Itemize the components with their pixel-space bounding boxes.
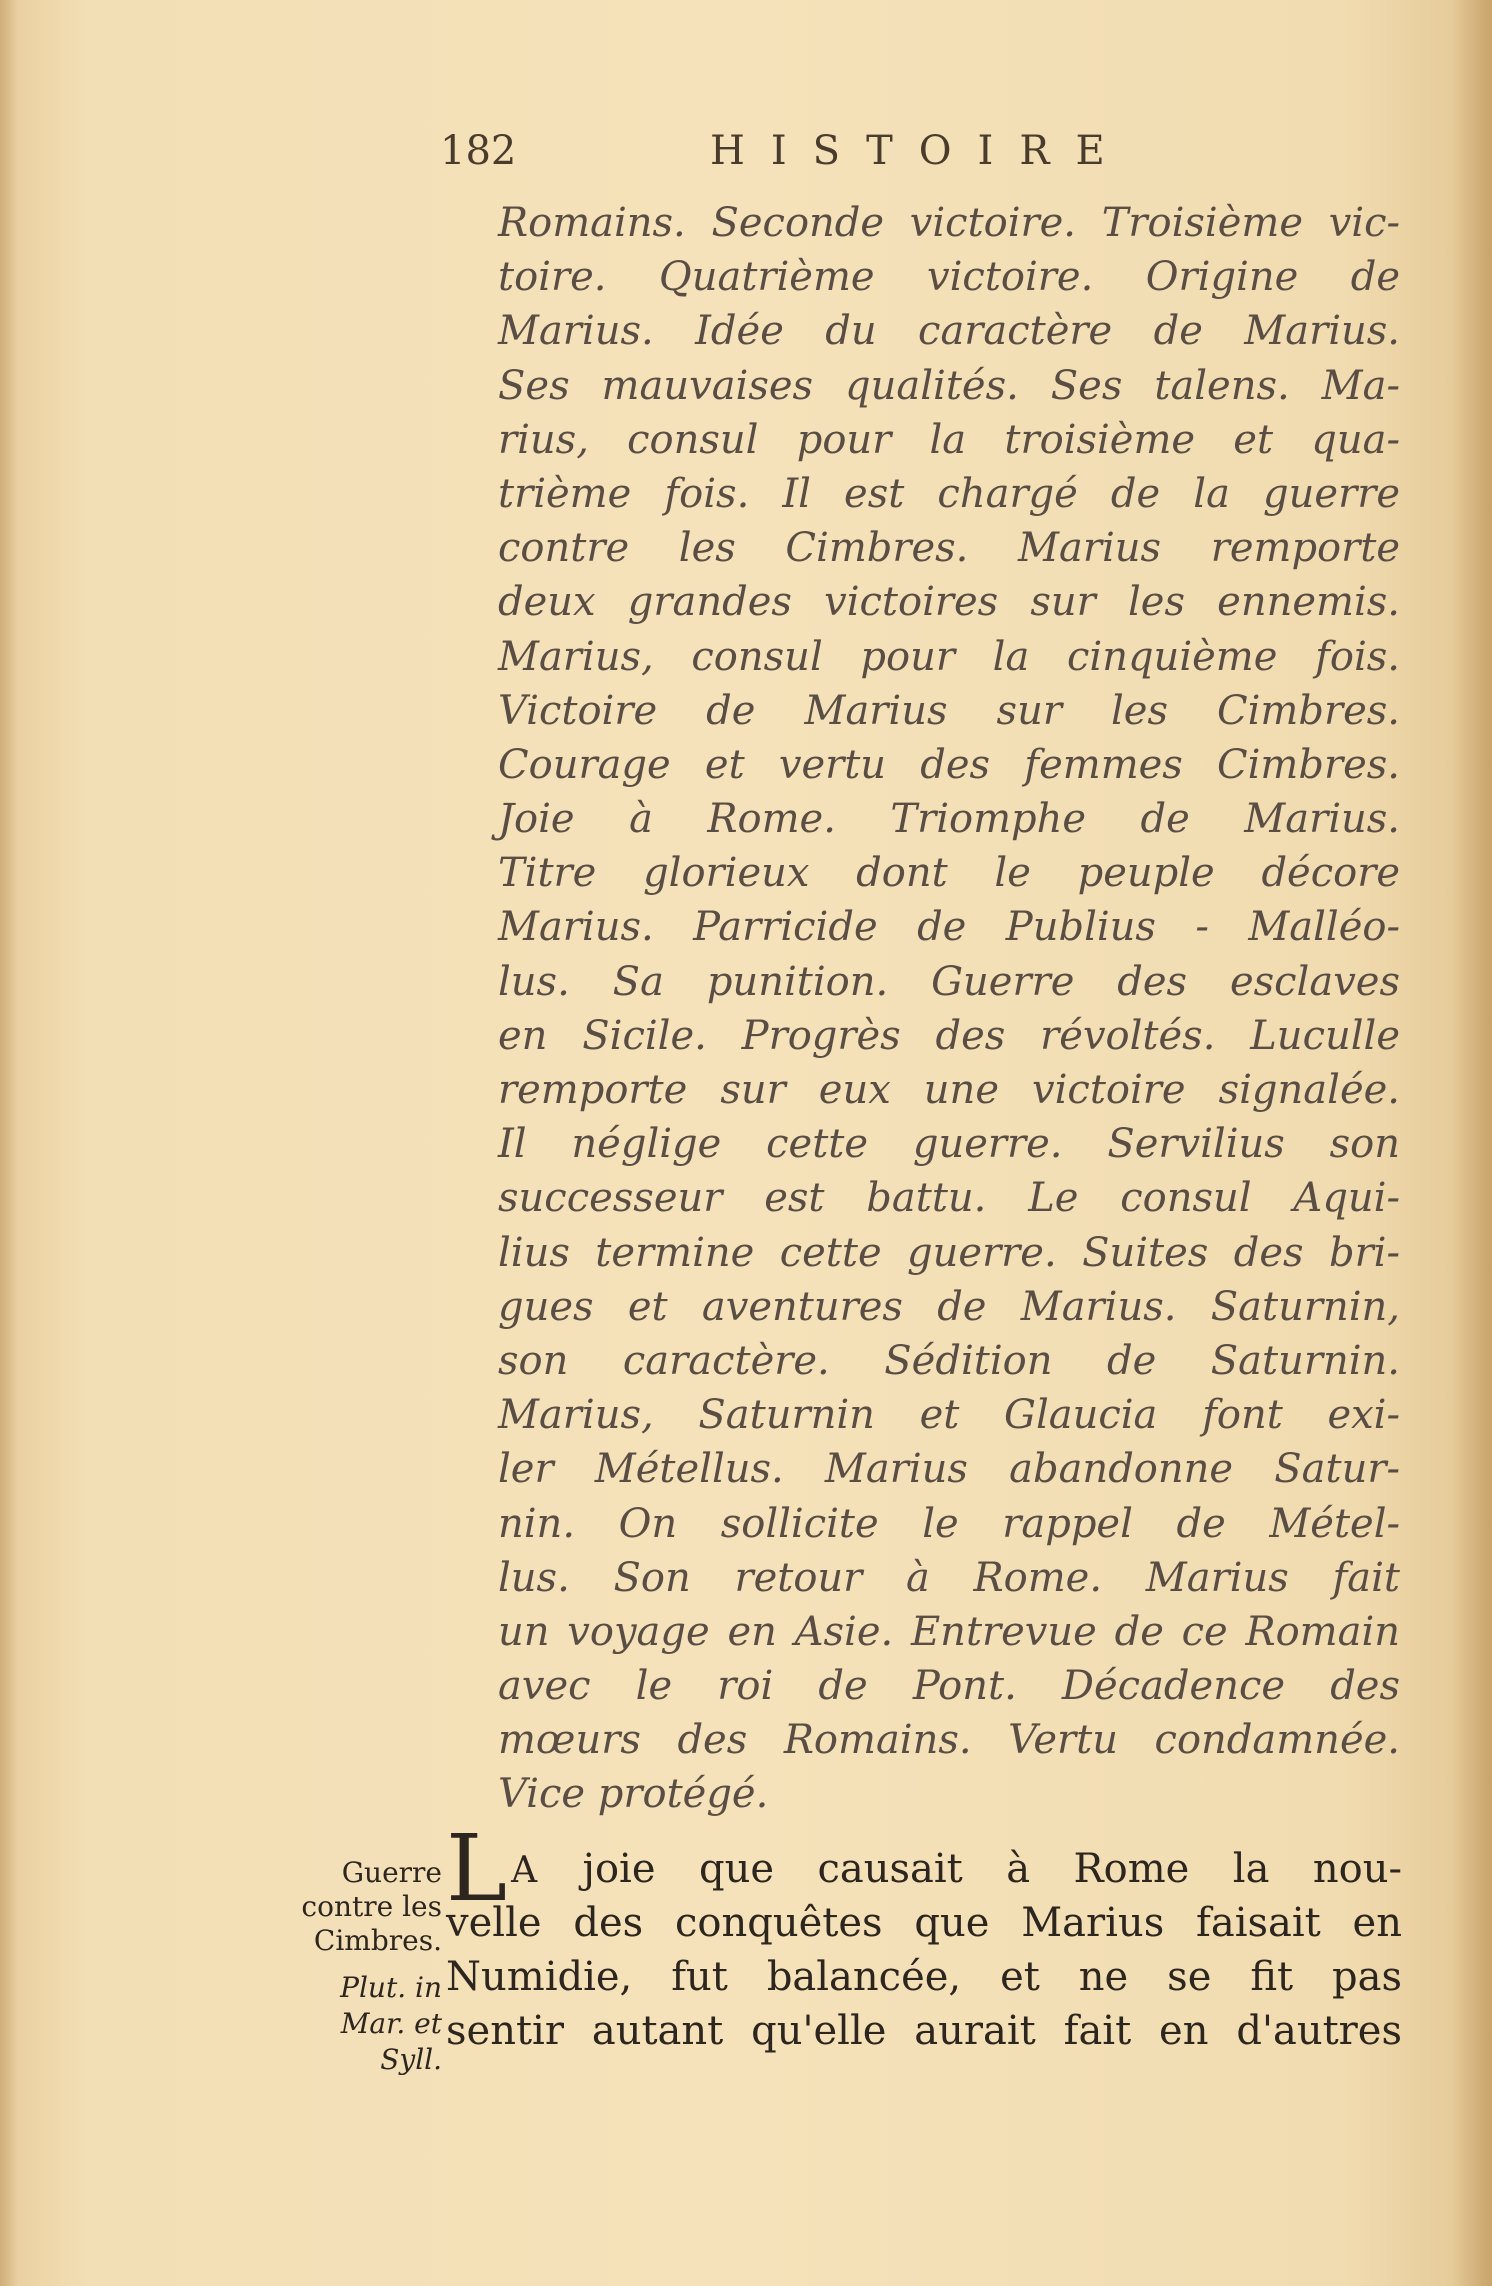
- summary-line: rius, consul pour la troisième et qua-: [498, 416, 1400, 463]
- page-header: [440, 128, 1440, 188]
- main-text-line: sentir autant qu'elle aurait fait en d'autres: [446, 2008, 1402, 2054]
- summary-line: Courage et vertu des femmes Cimbres.: [498, 741, 1400, 788]
- summary-line: mœurs des Romains. Vertu condamnée.: [498, 1717, 1400, 1764]
- margin-note-reference: [222, 1970, 442, 2078]
- margin-note-topic: [220, 1856, 442, 1958]
- margin-ref-line: Syll.: [380, 2043, 442, 2076]
- margin-note-line: Cimbres.: [313, 1924, 442, 1957]
- summary-line: toire. Quatrième victoire. Origine de: [498, 254, 1400, 301]
- main-text-line: Numidie, fut balancée, et ne se fit pas: [446, 1954, 1402, 2000]
- summary-line: lus. Son retour à Rome. Marius fait: [498, 1554, 1400, 1601]
- drop-cap: L: [446, 1815, 508, 1922]
- margin-ref-line: Plut. in: [340, 1971, 442, 2004]
- main-text-first-line: [446, 1815, 1402, 1922]
- summary-line: Marius. Parricide de Publius - Malléo-: [498, 904, 1400, 951]
- summary-line: nin. On sollicite le rappel de Métel-: [498, 1500, 1400, 1547]
- summary-line: en Sicile. Progrès des révoltés. Luculle: [498, 1012, 1400, 1059]
- summary-line: successeur est battu. Le consul Aqui-: [498, 1175, 1400, 1222]
- summary-line: Marius, Saturnin et Glaucia font exi-: [498, 1392, 1400, 1439]
- summary-line: Victoire de Marius sur les Cimbres.: [498, 687, 1400, 734]
- summary-line: Vice protégé.: [498, 1771, 769, 1818]
- summary-line: avec le roi de Pont. Décadence des: [498, 1663, 1400, 1710]
- summary-line: lus. Sa punition. Guerre des esclaves: [498, 958, 1400, 1005]
- summary-line: deux grandes victoires sur les ennemis.: [498, 579, 1400, 626]
- summary-line: remporte sur eux une victoire signalée.: [498, 1067, 1400, 1113]
- summary-line: Il néglige cette guerre. Servilius son: [498, 1121, 1400, 1168]
- first-line-text: joie que causait à Rome la nou-: [539, 1846, 1402, 1892]
- chapter-summary: [498, 196, 1400, 1822]
- summary-line: gues et aventures de Marius. Saturnin,: [498, 1283, 1400, 1330]
- summary-line: Marius, consul pour la cinquième fois.: [498, 633, 1400, 680]
- main-text: [446, 1815, 1402, 2058]
- summary-line: Joie à Rome. Triomphe de Marius.: [498, 796, 1400, 843]
- page-left-edge-shadow: [0, 0, 18, 2286]
- summary-line: ler Métellus. Marius abandonne Satur-: [498, 1446, 1400, 1493]
- page-number: 182: [440, 128, 517, 174]
- margin-note-line: Guerre: [341, 1856, 442, 1889]
- margin-note-line: contre les: [301, 1890, 442, 1923]
- running-head: HISTOIRE: [710, 128, 1131, 174]
- margin-ref-line: Mar. et: [340, 2007, 442, 2040]
- page-right-edge-shadow: [1452, 0, 1492, 2286]
- summary-line: un voyage en Asie. Entrevue de ce Romain: [498, 1608, 1400, 1655]
- summary-line: Marius. Idée du caractère de Marius.: [498, 308, 1400, 355]
- small-cap: A: [511, 1850, 540, 1891]
- summary-line: Romains. Seconde victoire. Troisième vic-: [498, 200, 1400, 246]
- summary-line: lius termine cette guerre. Suites des bri-: [498, 1229, 1400, 1276]
- summary-line: son caractère. Sédition de Saturnin.: [498, 1337, 1400, 1384]
- summary-line: contre les Cimbres. Marius remporte: [498, 525, 1400, 572]
- summary-line: trième fois. Il est chargé de la guerre: [498, 470, 1400, 517]
- main-text-lines: [446, 1896, 1402, 2058]
- summary-line: Titre glorieux dont le peuple décore: [498, 850, 1400, 897]
- summary-line: Ses mauvaises qualités. Ses talens. Ma-: [498, 362, 1400, 409]
- main-text-line: velle des conquêtes que Marius faisait en: [446, 1900, 1402, 1946]
